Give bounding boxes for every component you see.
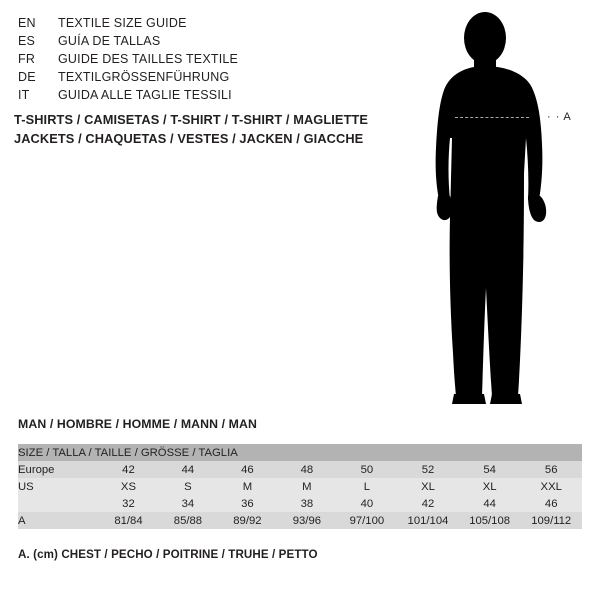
cell: 52 xyxy=(397,461,459,478)
cell: 42 xyxy=(397,495,459,512)
language-row xyxy=(18,70,378,88)
language-text: TEXTILE SIZE GUIDE xyxy=(58,16,187,30)
table-row xyxy=(18,478,582,495)
cell: M xyxy=(218,478,277,495)
chest-measure-line xyxy=(455,117,529,118)
measure-letter: A xyxy=(563,111,572,123)
language-text: GUIDA ALLE TAGLIE TESSILI xyxy=(58,88,232,102)
chest-measure-label xyxy=(547,111,571,123)
language-row xyxy=(18,34,378,52)
cell: 89/92 xyxy=(218,512,277,529)
cell: 97/100 xyxy=(337,512,398,529)
table-row xyxy=(18,512,582,529)
language-row xyxy=(18,16,378,34)
row-label: Europe xyxy=(18,461,99,478)
category-list xyxy=(14,110,414,148)
table-header-row xyxy=(18,444,582,461)
category-tshirts: T-SHIRTS / CAMISETAS / T-SHIRT / T-SHIRT / MAGLIETTE xyxy=(14,112,369,127)
cell: M xyxy=(277,478,336,495)
cell: 81/84 xyxy=(99,512,158,529)
language-list xyxy=(18,16,378,106)
language-text: GUIDE DES TAILLES TEXTILE xyxy=(58,52,239,66)
cell: 85/88 xyxy=(158,512,217,529)
cell: 56 xyxy=(520,461,582,478)
language-row xyxy=(18,88,378,106)
cell: 36 xyxy=(218,495,277,512)
cell: 32 xyxy=(99,495,158,512)
cell: L xyxy=(337,478,398,495)
male-silhouette-figure xyxy=(400,8,590,408)
category-jackets: JACKETS / CHAQUETAS / VESTES / JACKEN / GIACCHE xyxy=(14,131,364,146)
row-label: A xyxy=(18,512,99,529)
cell: 109/112 xyxy=(520,512,582,529)
cell: S xyxy=(158,478,217,495)
row-label: US xyxy=(18,478,99,495)
cell: 42 xyxy=(99,461,158,478)
cell: 34 xyxy=(158,495,217,512)
language-code: FR xyxy=(18,52,36,66)
language-code: IT xyxy=(18,88,30,102)
silhouette-icon xyxy=(400,8,590,408)
cell: 105/108 xyxy=(459,512,521,529)
language-text: TEXTILGRÖSSENFÜHRUNG xyxy=(58,70,230,84)
cell: 44 xyxy=(459,495,521,512)
cell: 44 xyxy=(158,461,217,478)
language-code: DE xyxy=(18,70,36,84)
cell: 54 xyxy=(459,461,521,478)
leader-dots: · · xyxy=(547,111,561,123)
cell: 46 xyxy=(520,495,582,512)
language-row xyxy=(18,52,378,70)
cell: XS xyxy=(99,478,158,495)
table-title: MAN / HOMBRE / HOMME / MANN / MAN xyxy=(18,417,257,431)
cell: 101/104 xyxy=(397,512,459,529)
cell: XL xyxy=(397,478,459,495)
size-table xyxy=(18,444,582,529)
cell: XL xyxy=(459,478,521,495)
cell: 46 xyxy=(218,461,277,478)
language-code: ES xyxy=(18,34,36,48)
table-row xyxy=(18,461,582,478)
cell: 38 xyxy=(277,495,336,512)
language-text: GUÍA DE TALLAS xyxy=(58,34,161,48)
cell: 50 xyxy=(337,461,398,478)
cell: 48 xyxy=(277,461,336,478)
cell: XXL xyxy=(520,478,582,495)
row-label xyxy=(18,495,99,512)
cell: 40 xyxy=(337,495,398,512)
language-code: EN xyxy=(18,16,36,30)
table-header-label: SIZE / TALLA / TAILLE / GRÖSSE / TAGLIA xyxy=(18,444,582,461)
cell: 93/96 xyxy=(277,512,336,529)
table-row xyxy=(18,495,582,512)
table-footnote: A. (cm) CHEST / PECHO / POITRINE / TRUHE / PETTO xyxy=(18,548,318,561)
